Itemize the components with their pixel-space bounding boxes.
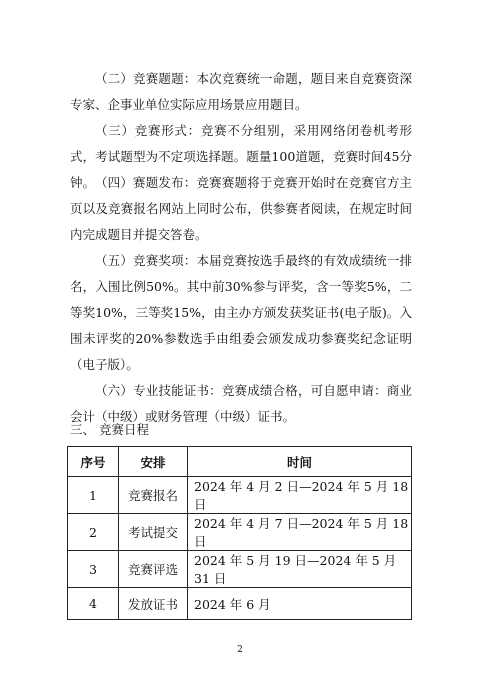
paragraph-topic: （二）竞赛题题：本次竞赛统一命题，题目来自竞赛资深专家、企事业单位实际应用场景应用题目。: [70, 71, 412, 112]
paragraph-release: （四）赛题发布：竞赛赛题将于竞赛开始时在竞赛官方主页以及竞赛报名网站上同时公布，供参赛者阅读，在规定时间内完成题目并提交答卷。: [70, 175, 412, 242]
row-time: 2024 年 4 月 7 日—2024 年 5 月 18 日: [188, 514, 412, 551]
section-heading-schedule: 三、 竞赛日程: [70, 422, 149, 437]
paragraph-awards: （五）竞赛奖项：本届竞赛按选手最终的有效成绩统一排名，入围比例50%。其中前30%参与评奖，含一等奖5%，二等奖10%，三等奖15%，由主办方颁发获奖证书(电子版)。入围未评奖的20%参数选手由组委会颁发成功参赛奖纪念证明（电子版）。: [70, 253, 412, 372]
table-row: [68, 514, 412, 551]
row-item: 竞赛报名: [119, 477, 188, 514]
row-seq: 3: [68, 551, 119, 588]
row-item: 竞赛评选: [119, 551, 188, 588]
row-time: 2024 年 4 月 2 日—2024 年 5 月 18 日: [188, 477, 412, 514]
table-row: [68, 588, 412, 620]
schedule-table: [67, 446, 412, 620]
header-time: 时间: [188, 447, 412, 477]
row-time: 2024 年 5 月 19 日—2024 年 5 月 31 日: [188, 551, 412, 588]
row-item: 发放证书: [119, 588, 188, 620]
page-number: 2: [237, 645, 243, 655]
row-seq: 2: [68, 514, 119, 551]
table-row: [68, 551, 412, 588]
row-seq: 4: [68, 588, 119, 620]
row-time: 2024 年 6 月: [188, 588, 412, 620]
header-item: 安排: [119, 447, 188, 477]
paragraph-format: （三）竞赛形式：竞赛不分组别，采用网络闭卷机考形式，考试题型为不定项选择题。题量100道题，竞赛时间45分钟。: [70, 123, 412, 190]
row-item: 考试提交: [119, 514, 188, 551]
table-header-row: [68, 447, 412, 477]
table-row: [68, 477, 412, 514]
header-seq: 序号: [68, 447, 119, 477]
row-seq: 1: [68, 477, 119, 514]
paragraph-certificate: （六）专业技能证书：竞赛成绩合格，可自愿申请：商业会计（中级）或财务管理（中级）证书。: [70, 383, 412, 424]
